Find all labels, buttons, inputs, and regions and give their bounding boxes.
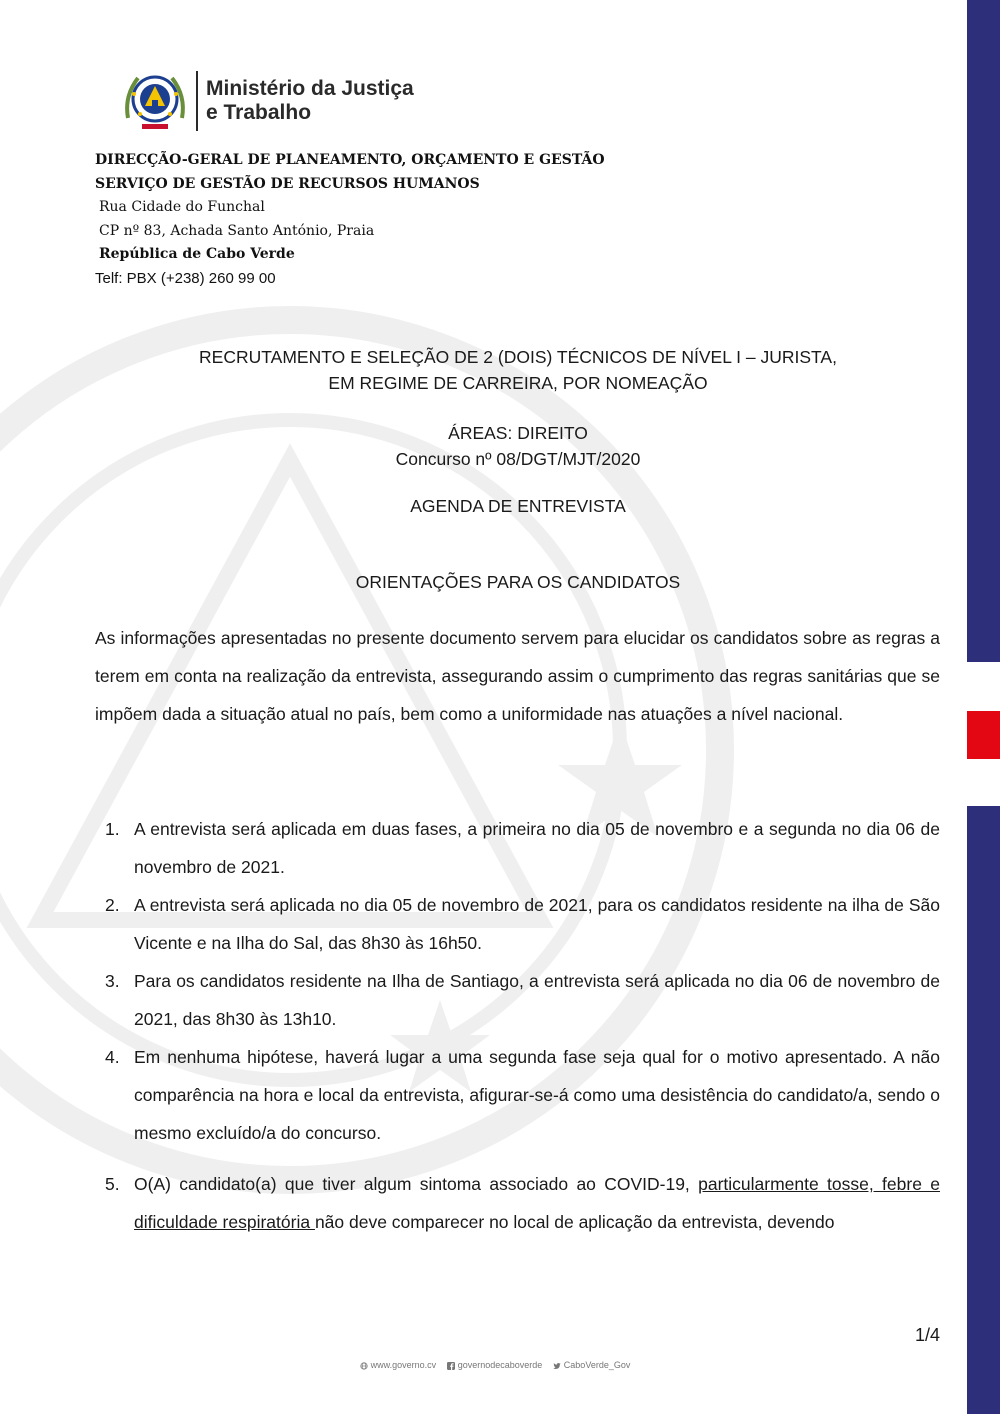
side-bar-blue-top (967, 0, 1000, 662)
recruitment-title-line2: EM REGIME DE CARREIRA, POR NOMEAÇÃO (328, 373, 708, 393)
footer-social (0, 1360, 990, 1370)
list-item-text-start: O(A) candidato(a) que tiver algum sintoma associado ao COVID-19, (134, 1174, 699, 1194)
ministry-logo (120, 66, 414, 136)
ministry-name-line2: e Trabalho (206, 101, 312, 124)
header-postal: CP nº 83, Achada Santo António, Praia (99, 222, 375, 239)
list-item-text: A entrevista será aplicada no dia 05 de novembro de 2021, para os candidatos residente na ilha de São Vicente e na Ilha do Sal, das 8h30 às 16h50. (134, 895, 940, 953)
side-bar-red (967, 711, 1000, 759)
guidelines-heading: ORIENTAÇÕES PARA OS CANDIDATOS (355, 572, 681, 592)
footer-web-text: www.governo.cv (370, 1360, 437, 1370)
list-item-number: 5. (105, 1174, 120, 1194)
areas-label: ÁREAS: DIREITO (448, 423, 588, 443)
list-item-text: Em nenhuma hipótese, haverá lugar a uma segunda fase seja qual for o motivo apresentado. A não comparência na hora e local da entrevista, afigurar-se-á como uma desistência do candidato/a, sendo o mesmo excluído/a do concurso. (134, 1047, 940, 1143)
list-item-text: Para os candidatos residente na Ilha de Santiago, a entrevista será aplicada no dia 06 de novembro de 2021, das 8h30 às 13h10. (134, 971, 940, 1029)
ministry-name-line1: Ministério da Justiça (206, 77, 414, 100)
contest-number: Concurso nº 08/DGT/MJT/2020 (395, 449, 641, 469)
facebook-icon (447, 1362, 455, 1370)
footer-web[interactable] (360, 1360, 439, 1370)
agenda-heading: AGENDA DE ENTREVISTA (410, 496, 626, 516)
list-item (95, 810, 940, 886)
header-phone: Telf: PBX (+238) 260 99 00 (95, 269, 276, 287)
coat-of-arms-icon (120, 66, 190, 136)
recruitment-title (0, 344, 1000, 396)
recruitment-title-line1: RECRUTAMENTO E SELEÇÃO DE 2 (DOIS) TÉCNICOS DE NÍVEL I – JURISTA, (199, 347, 837, 367)
ministry-name (206, 77, 414, 125)
list-item-text: A entrevista será aplicada em duas fases, a primeira no dia 05 de novembro e a segunda no dia 06 de novembro de 2021. (134, 819, 940, 877)
list-item (95, 1038, 940, 1152)
guidelines-list-continued (95, 1165, 940, 1241)
guidelines-list (95, 810, 940, 1152)
header-service: SERVIÇO DE GESTÃO DE RECURSOS HUMANOS (95, 175, 480, 192)
list-item (95, 1165, 940, 1241)
list-item (95, 962, 940, 1038)
header-street: Rua Cidade do Funchal (99, 199, 265, 215)
letterhead-address (95, 149, 605, 290)
footer-facebook-text: governodecaboverde (457, 1360, 543, 1370)
side-bar-blue-bottom (967, 806, 1000, 1414)
twitter-icon (553, 1362, 561, 1370)
list-item-number: 2. (105, 895, 120, 915)
globe-icon (360, 1362, 368, 1370)
footer-twitter[interactable] (553, 1360, 631, 1370)
page-number: 1/4 (914, 1325, 940, 1345)
list-item-number: 4. (105, 1047, 120, 1067)
list-item-text-end: não deve comparecer no local de aplicação da entrevista, devendo (314, 1212, 835, 1232)
intro-paragraph: As informações apresentadas no presente documento servem para elucidar os candidatos sobre as regras a terem em conta na realização da entrevista, assegurando assim o cumprimento das regras sanitárias que se impõem dada a situação atual no país, bem como a uniformidade nas atuações a nível nacional. (95, 628, 940, 724)
header-directorate: DIRECÇÃO-GERAL DE PLANEAMENTO, ORÇAMENTO E GESTÃO (95, 152, 605, 168)
logo-divider (196, 71, 198, 131)
list-item-number: 1. (105, 819, 120, 839)
list-item-number: 3. (105, 971, 120, 991)
symptoms-underlined: particularmente tosse, febre e dificuldade respiratória (134, 1174, 940, 1232)
contest-info (0, 420, 1000, 472)
list-item (95, 886, 940, 962)
header-country: República de Cabo Verde (99, 246, 295, 262)
footer-facebook[interactable] (447, 1360, 545, 1370)
footer-twitter-text: CaboVerde_Gov (563, 1360, 631, 1370)
